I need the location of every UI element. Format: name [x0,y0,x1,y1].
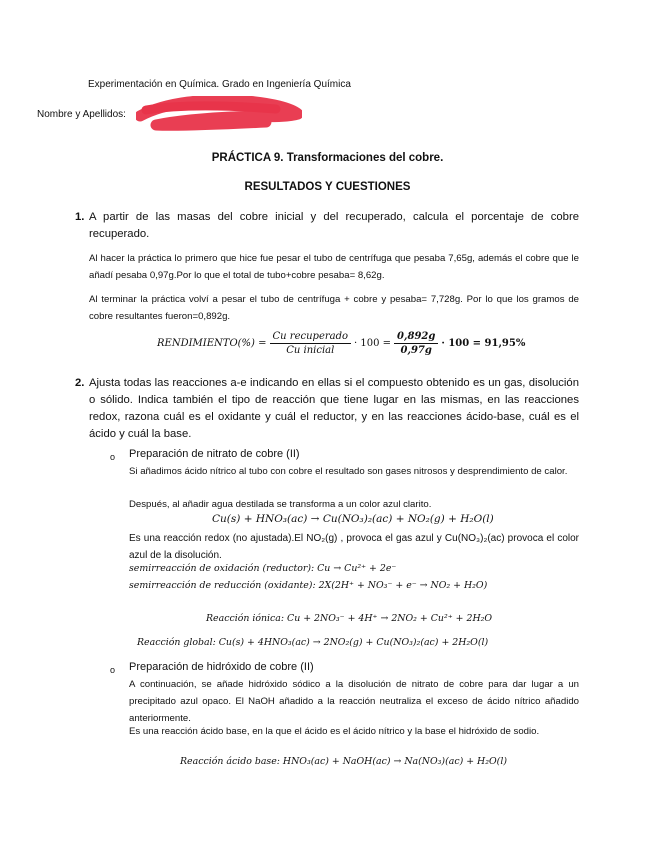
ionic-reaction: Reacción iónica: Cu + 2NO₃⁻ + 4H⁺ → 2NO₂ + Cu²⁺ + 2H₂O [206,613,493,624]
q1-answer-p2: Al terminar la práctica volví a pesar el tubo de centrífuga + cobre y pesaba= 7,728g. Por lo que los gramos de cobre resultantes fueron=0,892g. [89,294,579,322]
yield-formula [157,330,525,357]
fraction-mass [394,330,438,357]
practice-title: PRÁCTICA 9. Transformaciones del cobre. [211,152,444,164]
fraction-cu [270,330,352,357]
section-title: RESULTADOS Y CUESTIONES [244,181,411,193]
formula-mid: · 100 = [354,338,392,349]
q2-number: 2. [75,377,85,389]
q1-answer-p1: Al hacer la práctica lo primero que hice fue pesar el tubo de centrífuga que pesaba 7,65g, además el cobre que le añadí pesaba 0,97g.Por lo que el total de tubo+cobre pesaba= 8,62g. [89,253,579,281]
item-a-p3: Es una reacción redox (no ajustada).El NO₂(g) , provoca el gas azul y Cu(NO₃)₂(ac) provoca el color azul de la disolución. [129,533,579,561]
fraction-mass-numerator: 0,892g [394,330,438,344]
item-b-p1: A continuación, se añade hidróxido sódico a la disolución de nitrato de cobre para dar lugar a un precipitado azul opaco. El NaOH añadido a la reacción neutraliza el exceso de ácido nítrico añadido anteriormente. [129,679,579,724]
item-a-p2: Después, al añadir agua destilada se transforma a un color azul clarito. [129,499,432,510]
item-a-equation: Cu(s) + HNO₃(ac) → Cu(NO₃)₂(ac) + NO₂(g) + H₂O(l) [212,513,494,525]
name-label: Nombre y Apellidos: [37,109,126,120]
formula-lhs: RENDIMIENTO(%) = [157,338,267,349]
q1-text: A partir de las masas del cobre inicial y del recuperado, calcula el porcentaje de cobre recuperado. [89,211,579,240]
oxidation-half-reaction: semirreacción de oxidación (reductor): Cu → Cu²⁺ + 2e⁻ [129,563,397,574]
fraction-cu-denominator: Cu inicial [286,345,335,356]
global-reaction: Reacción global: Cu(s) + 4HNO₃(ac) → 2NO₂(g) + Cu(NO₃)₂(ac) + 2H₂O(l) [137,637,489,648]
fraction-mass-denominator: 0,97g [400,345,432,356]
q1-number: 1. [75,211,85,223]
redaction-scribble [136,96,302,131]
q2-text: Ajusta todas las reacciones a-e indicando en ellas si el compuesto obtenido es un gas, disolución o sólido. Indica también el tipo de reacción que tiene lugar en las mismas, en las reacciones redox, razona cuál es el oxidante y cuál el reductor, y en las reacciones ácido-base, cuál es el ácido y cuál la base. [89,377,579,440]
bullet-marker: o [110,452,116,462]
fraction-cu-numerator: Cu recuperado [270,330,352,344]
item-a-p1: Si añadimos ácido nítrico al tubo con cobre el resultado son gases nitrosos y desprendimiento de calor. [129,466,568,477]
acid-base-reaction: Reacción ácido base: HNO₃(ac) + NaOH(ac) → Na(NO₃)(ac) + H₂O(l) [180,756,507,767]
item-b-p2: Es una reacción ácido base, en la que el ácido es el ácido nítrico y la base el hidróxido de sodio. [129,726,540,737]
item-a-title: Preparación de nitrato de cobre (II) [129,448,300,460]
formula-rhs: · 100 = 91,95% [441,338,526,349]
item-b-title: Preparación de hidróxido de cobre (II) [129,661,314,673]
reduction-half-reaction: semirreacción de reducción (oxidante): 2X(2H⁺ + NO₃⁻ + e⁻ → NO₂ + H₂O) [129,580,488,591]
bullet-marker: o [110,665,116,675]
course-header: Experimentación en Química. Grado en Ingeniería Química [88,79,351,90]
